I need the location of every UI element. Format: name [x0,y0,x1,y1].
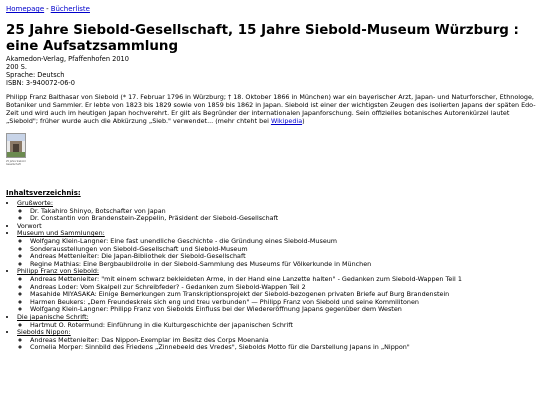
book-metadata [6,55,536,87]
toc-entry: ◦ Masahide MIYASAKA: Einige Bemerkungen zum Transkriptionsprojekt der Siebold-bezogenen privaten Briefe auf Burg Brandenstein [30,291,536,299]
book-cover-thumbnail[interactable] [6,133,26,158]
toc-section [17,329,536,352]
toc-section-title: Die japanische Schrift: [17,312,89,321]
toc-entry: ◦ Harmen Beukers: „Dem Freundeskreis sich eng und treu verbunden" — Philipp Franz von Siebold und seine Kommilitonen [30,299,536,307]
language-text: Sprache: Deutsch [6,71,65,79]
toc-entry: ◦ Sonderausstellungen von Siebold-Gesellschaft und Siebold-Museum [30,246,536,254]
page-title: 25 Jahre Siebold-Gesellschaft, 15 Jahre Siebold-Museum Würzburg : eine Aufsatzsammlung [6,23,519,54]
toc-section [17,268,536,314]
toc-section [17,200,536,223]
toc-section-title: Philipp Franz von Siebold: [17,267,100,276]
pages-text: 200 S. [6,63,27,71]
toc-section-title: Siebolds Nippon: [17,328,71,337]
breadcrumb-separator: - [46,5,49,13]
isbn-text: ISBN: 3-940072-06-0 [6,79,75,87]
toc-entry: ◦ Wolfgang Klein-Langner: Philipp Franz von Siebolds Einfluss bei der Wiedereröffnung Japans gegenüber dem Westen [30,306,536,314]
page-content [6,5,536,352]
toc-section [17,314,536,329]
toc-entry: ◦ Andreas Mettenleiter: Das Nippon-Exemplar im Besitz des Corps Moenania [30,337,536,345]
toc-list [6,200,536,352]
toc-sublist [17,238,536,268]
breadcrumb-booklist-link[interactable]: Bücherliste [50,5,90,13]
book-description [6,93,538,125]
wikipedia-link[interactable]: Wikipedia [270,117,303,125]
toc-heading: Inhaltsverzeichnis: [6,189,81,197]
toc-entry: ◦ Hartmut O. Rotermund: Einführung in die Kulturgeschichte der japanischen Schrift [30,322,536,330]
toc-section-title: Museum und Sammlungen: [17,229,105,238]
publisher-text: Akamedon-Verlag, Pfaffenhofen 2010 [6,55,129,63]
toc-section [17,230,536,268]
toc-entry: ◦ Andreas Mettenleiter: "mit einem schwarz bekleideten Arme, in der Hand eine Lanzette halten" - Gedanken zum Siebold-Wappen Teil 1 [30,276,536,284]
toc-entry: ◦ Andreas Mettenleiter: Die Japan-Bibliothek der Siebold-Gesellschaft [30,253,536,261]
toc-entry: ◦ Cornelia Morper: Sinnbild des Friedens „Zinnebeeld des Vredes", Siebolds Motto für die Darstellung Japans in „Nippon" [30,344,536,352]
description-tail: ) [302,117,305,125]
toc-entry: ◦ Dr. Constantin von Brandenstein-Zeppelin, Präsident der Siebold-Gesellschaft [30,215,536,223]
toc-entry: ◦ Dr. Takahiro Shinyo, Botschafter von Japan [30,208,536,216]
breadcrumb-homepage-link[interactable]: Homepage [6,5,45,13]
toc-entry: ◦ Andreas Loder: Vom Skalpell zur Schreibfeder? - Gedanken zum Siebold-Wappen Teil 2 [30,284,536,292]
breadcrumb [6,5,536,15]
cover-caption: 25 Jahre Siebold Gesellschaft [6,160,26,166]
toc-sublist [17,322,536,330]
toc-sublist [17,208,536,223]
description-text: Philipp Franz Balthasar von Siebold (* 17. Februar 1796 in Würzburg; † 18. Oktober 1866 in München) war ein bayerischer Arzt, Japan- und Naturforscher, Ethnologe, Botaniker und Sammler. Er lebte von 1823 bis 1829 sowie von 1859 bis 1862 in Japan. Siebold ist einer der wichtigsten Zeugen des isolierten Japans der späten Edo-Zeit und wird auch im heutigen Japan hochverehrt. Er gilt als Begründer der internationalen Japanforschung. Sein offizielles botanisches Autorenkürzel lautet „Siebold"; früher wurde auch die Abkürzung „Sieb." verwendet... (mehr chteht bei [6,93,536,125]
toc-section-title: Grußworte: [17,199,54,207]
toc-entry: ◦ Regine Mathias: Eine Bergbaubildrolle in der Siebold-Sammlung des Museums für Völkerkunde in München [30,261,536,269]
toc-sublist [17,337,536,352]
toc-sublist [17,276,536,314]
toc-entry: ◦ Wolfgang Klein-Langner: Eine fast unendliche Geschichte - die Gründung eines Siebold-Museum [30,238,536,246]
toc-section-title: Vorwort [17,221,42,230]
